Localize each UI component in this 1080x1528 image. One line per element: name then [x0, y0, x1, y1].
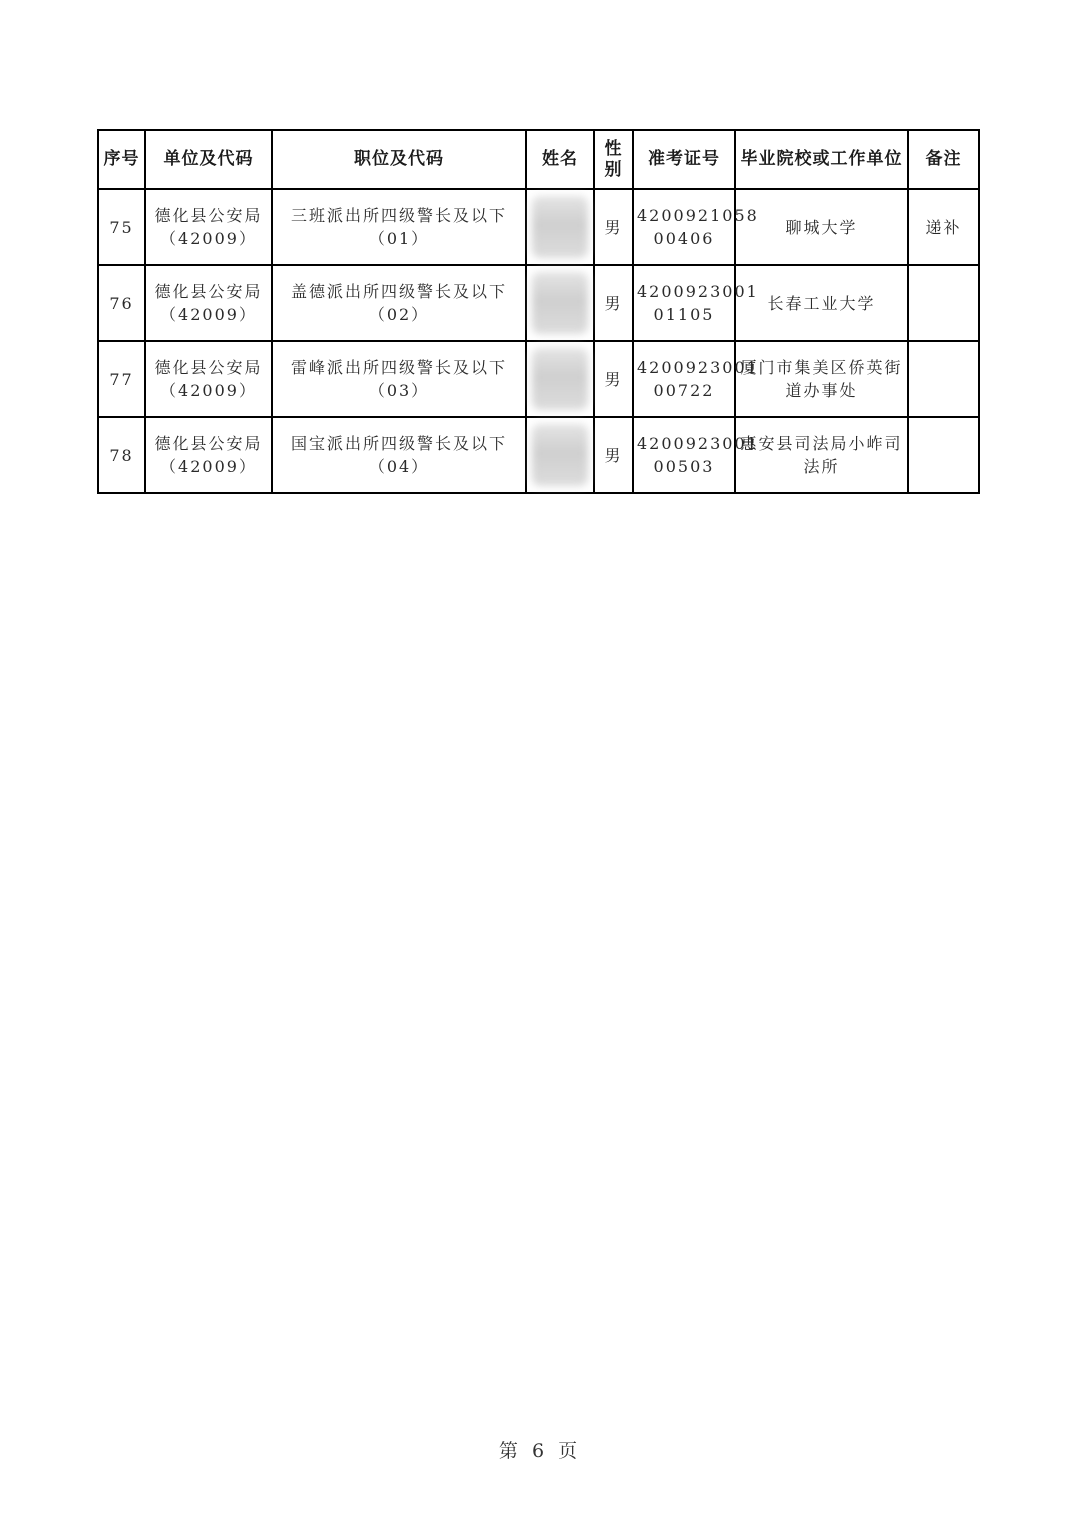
unit-name: 德化县公安局 [154, 206, 263, 225]
header-gender: 性别 [594, 130, 633, 189]
unit-cell [145, 341, 272, 417]
position-code: （01） [368, 229, 430, 248]
header-position: 职位及代码 [272, 130, 526, 189]
ticket-cell [633, 417, 759, 493]
ticket-cell [633, 189, 759, 265]
position-name: 盖德派出所四级警长及以下 [290, 282, 507, 301]
table-row [98, 265, 979, 341]
table-header-row [98, 130, 979, 189]
header-seq: 序号 [98, 130, 145, 189]
redacted-name [532, 196, 588, 258]
ticket-cell [633, 265, 759, 341]
table-row [98, 417, 979, 493]
unit-code: （42009） [160, 305, 257, 324]
position-cell [272, 265, 526, 341]
ticket-cell [633, 341, 759, 417]
note-cell [908, 341, 979, 417]
header-unit: 单位及代码 [145, 130, 272, 189]
position-name: 雷峰派出所四级警长及以下 [290, 358, 507, 377]
unit-name: 德化县公安局 [154, 282, 263, 301]
name-cell [526, 265, 594, 341]
page-number: 第 6 页 [498, 1440, 582, 1462]
unit-cell [145, 265, 272, 341]
redacted-name [532, 424, 588, 486]
unit-code: （42009） [160, 229, 257, 248]
note-cell: 递补 [908, 189, 979, 265]
school-line-2: 法所 [803, 457, 840, 476]
header-school: 毕业院校或工作单位 [735, 130, 908, 189]
school-line-1: 聊城大学 [785, 217, 858, 237]
ticket-line-1: 4200923001 [637, 358, 759, 377]
school-line-1: 惠安县司法局小岞司 [740, 434, 903, 453]
table-row [98, 189, 979, 265]
position-code: （03） [368, 381, 430, 400]
name-cell [526, 189, 594, 265]
name-cell [526, 417, 594, 493]
header-note: 备注 [908, 130, 979, 189]
header-ticket: 准考证号 [633, 130, 735, 189]
unit-code: （42009） [160, 381, 257, 400]
school-cell [735, 341, 908, 417]
gender-cell: 男 [594, 265, 633, 341]
unit-cell [145, 417, 272, 493]
table-row [98, 341, 979, 417]
school-line-2: 道办事处 [785, 381, 858, 400]
position-cell [272, 189, 526, 265]
ticket-line-1: 4200923001 [637, 282, 759, 301]
unit-code: （42009） [160, 457, 257, 476]
redacted-name [532, 272, 588, 334]
gender-cell: 男 [594, 341, 633, 417]
school-line-1: 长春工业大学 [767, 293, 876, 313]
position-code: （04） [368, 457, 430, 476]
school-cell [735, 265, 908, 341]
name-cell [526, 341, 594, 417]
school-cell [735, 189, 908, 265]
position-name: 三班派出所四级警长及以下 [290, 206, 507, 225]
redacted-name [532, 348, 588, 410]
ticket-line-2: 00503 [653, 457, 715, 476]
seq-cell: 76 [98, 265, 145, 341]
position-cell [272, 341, 526, 417]
school-cell [735, 417, 908, 493]
ticket-line-2: 00722 [653, 381, 715, 400]
seq-cell: 78 [98, 417, 145, 493]
position-cell [272, 417, 526, 493]
unit-name: 德化县公安局 [154, 358, 263, 377]
ticket-line-2: 00406 [653, 229, 715, 248]
seq-cell: 77 [98, 341, 145, 417]
candidate-table [97, 129, 980, 494]
ticket-line-2: 01105 [653, 305, 715, 324]
header-name: 姓名 [526, 130, 594, 189]
school-line-1: 厦门市集美区侨英街 [740, 358, 903, 377]
unit-cell [145, 189, 272, 265]
gender-cell: 男 [594, 189, 633, 265]
ticket-line-1: 4200921058 [637, 206, 759, 225]
position-code: （02） [368, 305, 430, 324]
position-name: 国宝派出所四级警长及以下 [290, 434, 507, 453]
gender-cell: 男 [594, 417, 633, 493]
unit-name: 德化县公安局 [154, 434, 263, 453]
ticket-line-1: 4200923001 [637, 434, 759, 453]
note-cell [908, 417, 979, 493]
seq-cell: 75 [98, 189, 145, 265]
note-cell [908, 265, 979, 341]
